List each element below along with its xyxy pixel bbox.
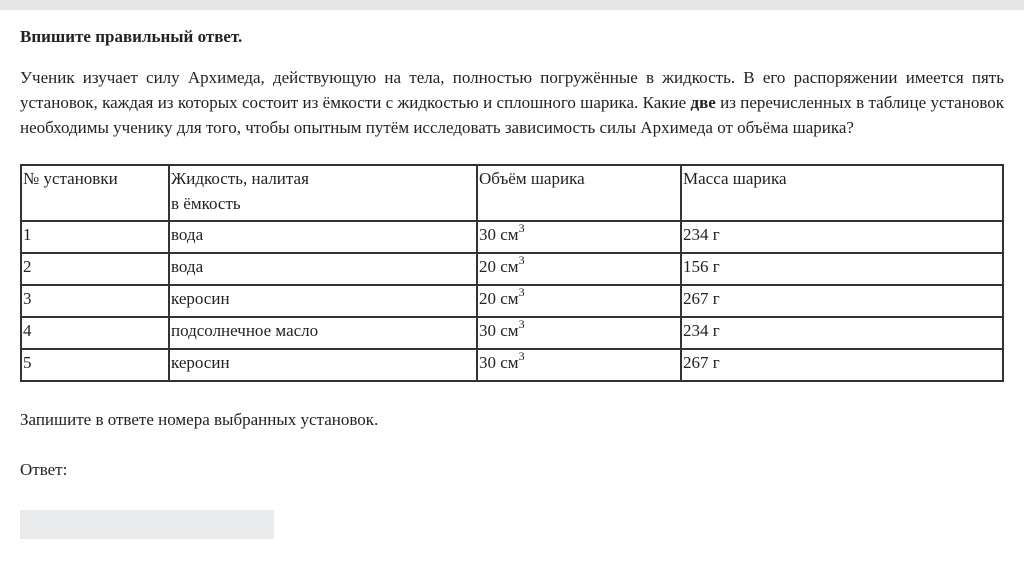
cell-liquid: керосин [169,349,477,381]
header-liquid-line-2: в ёмкость [171,194,241,213]
volume-exponent: 3 [518,221,525,236]
table-row [21,285,1003,317]
cell-volume [477,317,681,349]
volume-value: 30 см [479,225,519,244]
cell-mass: 156 г [681,253,1003,285]
volume-value: 20 см [479,289,519,308]
cell-liquid: керосин [169,285,477,317]
table-row [21,253,1003,285]
header-volume: Объём шарика [477,165,681,221]
volume-value: 30 см [479,353,519,372]
table-row [21,349,1003,381]
question-bold-word: две [690,93,716,112]
question-part-1: Ученик изучает силу Архимеда, действующую на тела, полностью погружённые в жидкость. В его распоряжении имеется пять установок, каждая из которых состоит из ёмкости с жидкостью и сплошного шарика. Какие [20,68,1004,112]
task-content [20,26,1004,481]
cell-volume [477,253,681,285]
volume-exponent: 3 [518,285,525,300]
table-row [21,317,1003,349]
cell-number: 2 [21,253,169,285]
header-mass: Масса шарика [681,165,1003,221]
cell-liquid: вода [169,253,477,285]
header-liquid [169,165,477,221]
cell-mass: 234 г [681,221,1003,253]
volume-value: 20 см [479,257,519,276]
header-liquid-line-1: Жидкость, налитая [171,169,309,188]
cell-liquid: подсолнечное масло [169,317,477,349]
cell-volume [477,349,681,381]
task-instruction: Впишите правильный ответ. [20,27,243,46]
question-part-2: из перечисленных в таблице установок необходимы ученику для того, чтобы опытным путём исследовать зависимость силы Архимеда от объёма шарика? [20,93,1004,137]
question-text [20,65,1004,140]
table-header-row [21,165,1003,221]
cell-volume [477,221,681,253]
cell-number: 4 [21,317,169,349]
table-row [21,221,1003,253]
volume-exponent: 3 [518,317,525,332]
setups-table [20,164,1004,382]
cell-mass: 267 г [681,285,1003,317]
cell-mass: 234 г [681,317,1003,349]
cell-number: 3 [21,285,169,317]
answer-input[interactable] [20,510,274,539]
answer-label: Ответ: [20,460,68,479]
top-strip [0,0,1024,10]
cell-number: 5 [21,349,169,381]
cell-number: 1 [21,221,169,253]
cell-mass: 267 г [681,349,1003,381]
cell-volume [477,285,681,317]
volume-exponent: 3 [518,253,525,268]
header-number: № установки [21,165,169,221]
cell-liquid: вода [169,221,477,253]
volume-value: 30 см [479,321,519,340]
answer-instruction: Запишите в ответе номера выбранных установок. [20,410,379,429]
volume-exponent: 3 [518,349,525,364]
